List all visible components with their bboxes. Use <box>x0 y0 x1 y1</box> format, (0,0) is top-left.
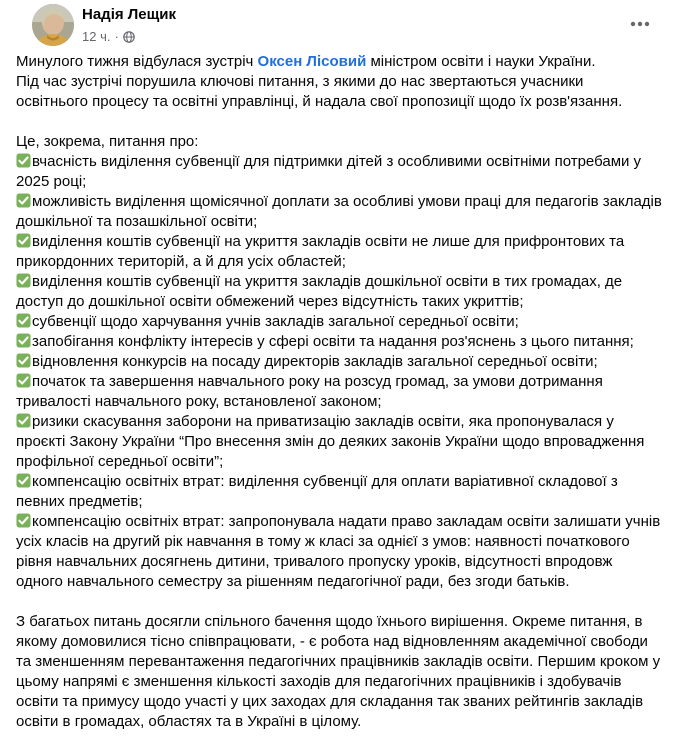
list-item <box>16 412 656 472</box>
list-item-text: запобігання конфлікту інтересів у сфері освіти та надання роз'яснень з цього питання; <box>32 333 634 350</box>
list-item-text: тривалості навчального року, встановленої законом; <box>16 393 382 410</box>
list-item-text: відновлення конкурсів на посаду директорів закладів загальної середньої освіти; <box>32 353 598 370</box>
intro-text-before: Минулого тижня відбулася зустріч <box>16 53 258 70</box>
check-mark-icon <box>16 313 31 328</box>
check-mark-icon <box>16 193 31 208</box>
author-name[interactable]: Надія Лещик <box>82 6 177 23</box>
list-item <box>16 272 656 312</box>
list-items <box>16 152 662 592</box>
list-item-text: можливість виділення щомісячної доплати за особливі умови праці для педагогів закладів <box>32 193 662 210</box>
closing-line: цьому напрямі є зменшення кількості заходів для педагогічних працівників і здобувачів <box>16 673 622 690</box>
list-item-line <box>16 212 656 232</box>
check-mark-icon <box>16 473 31 488</box>
list-item <box>16 152 656 192</box>
list-item-line <box>16 392 656 412</box>
list-item-text: проєкті Закону України “Про внесення змін до деяких законів України щодо впровадження <box>16 433 645 450</box>
list-item-text: ризики скасування заборони на приватизацію закладів освіти, яка пропонувалася у <box>32 413 614 430</box>
list-item-line <box>16 432 656 452</box>
list-item-text: дошкільної та позашкільної освіти; <box>16 213 258 230</box>
closing-line: освіти та примусу щодо участі у цих заходах для складання так званих рейтингів закладів <box>16 693 644 710</box>
meta-separator: · <box>114 29 119 44</box>
list-item-line <box>16 412 656 432</box>
list-item-text: початок та завершення навчального року на розсуд громад, за умови дотримання <box>32 373 603 390</box>
check-mark-icon <box>16 373 31 388</box>
post-body <box>16 52 662 752</box>
list-item-text: доступ до дошкільної освіти обмежений через відсутність таких укриттів; <box>16 293 524 310</box>
post-meta <box>82 29 135 44</box>
list-item <box>16 232 656 272</box>
list-item <box>16 512 661 592</box>
list-item-text: компенсацію освітніх втрат: запропонувала надати право закладам освіти залишати учнів <box>32 513 661 530</box>
intro-text-after: міністром освіти і науки України. <box>366 53 596 70</box>
list-item-line <box>16 292 656 312</box>
list-item-text: вчасність виділення субвенції для підтримки дітей з особливими освітніми потребами у <box>32 153 642 170</box>
closing-paragraph <box>16 612 661 732</box>
list-item-line <box>16 532 656 552</box>
intro-paragraph <box>16 52 656 112</box>
list-item-text: 2025 році; <box>16 173 87 190</box>
issues-list <box>16 132 662 592</box>
list-item-line <box>16 272 656 292</box>
list-item-text: виділення коштів субвенції на укриття закладів освіти не лише для прифронтових та <box>32 233 625 250</box>
list-item-line <box>16 232 656 252</box>
list-item-line <box>16 332 656 352</box>
list-item-text: одного навчального семестру за рішенням педагогічної ради, без згоди батьків. <box>16 573 570 590</box>
list-item-text: рівня навчальних досягнень дитини, тривалого пропуску уроків, відсутності впродовж <box>16 553 613 570</box>
list-item <box>16 332 656 352</box>
intro-line-2: Під час зустрічі порушила ключові питання, з якими до нас звертаються учасники <box>16 73 584 90</box>
mention-link[interactable]: Оксен Лісовий <box>257 53 367 70</box>
list-item-line <box>16 192 662 212</box>
list-item-text: компенсацію освітніх втрат: виділення субвенції для оплати варіативної складової з <box>32 473 618 490</box>
closing-line: якому домовилися тісно співпрацювати, - є робота над відновленням академічної свободи <box>16 633 648 650</box>
list-item-line <box>16 452 656 472</box>
list-item-text: певних предметів; <box>16 493 143 510</box>
three-dots-icon <box>630 21 650 27</box>
check-mark-icon <box>16 153 31 168</box>
list-item-text: виділення коштів субвенції на укриття закладів дошкільної освіти в тих громадах, де <box>32 273 623 290</box>
check-mark-icon <box>16 513 31 528</box>
post-time[interactable]: 12 ч. <box>82 29 111 44</box>
check-mark-icon <box>16 233 31 248</box>
check-mark-icon <box>16 333 31 348</box>
list-item <box>16 472 656 512</box>
intro-line-3: освітнього процесу та освітні управлінці, й надала свої пропозиції щодо їх розв'язання. <box>16 93 623 110</box>
list-item-text: профільної середньої освіти”; <box>16 453 224 470</box>
list-item <box>16 372 656 412</box>
closing-line: та зменшенням перевантаження педагогічних працівників закладів освіти. Першим кроком у <box>16 653 661 670</box>
list-item-line <box>16 172 656 192</box>
check-mark-icon <box>16 413 31 428</box>
list-item-line <box>16 472 656 492</box>
list-item-line <box>16 512 661 532</box>
list-item-line <box>16 352 656 372</box>
check-mark-icon <box>16 273 31 288</box>
check-mark-icon <box>16 353 31 368</box>
list-heading: Це, зокрема, питання про: <box>16 133 199 150</box>
list-item-line <box>16 492 656 512</box>
list-item <box>16 192 662 232</box>
post-header <box>16 0 660 54</box>
list-item-line <box>16 572 656 592</box>
avatar-photo <box>32 4 74 46</box>
list-item-text: прикордонних територій, а й для усіх областей; <box>16 253 346 270</box>
intro-line-1 <box>16 52 656 72</box>
list-item-text: субвенції щодо харчування учнів закладів загальної середньої освіти; <box>32 313 519 330</box>
list-item-line <box>16 312 656 332</box>
more-options-button[interactable] <box>622 6 658 42</box>
list-item-line <box>16 152 656 172</box>
list-item-line <box>16 252 656 272</box>
closing-line: освіти в громадах, областях та в Україні в цілому. <box>16 713 362 730</box>
list-item-line <box>16 552 656 572</box>
closing-line: З багатьох питань досягли спільного бачення щодо їхнього вирішення. Окреме питання, в <box>16 613 643 630</box>
list-item-text: усіх класів на другий рік навчання в тому ж класі за однієї з умов: наявності початкового <box>16 533 630 550</box>
author-avatar[interactable] <box>32 4 74 46</box>
globe-icon[interactable] <box>123 31 135 43</box>
list-item <box>16 352 656 372</box>
list-item <box>16 312 656 332</box>
list-item-line <box>16 372 656 392</box>
